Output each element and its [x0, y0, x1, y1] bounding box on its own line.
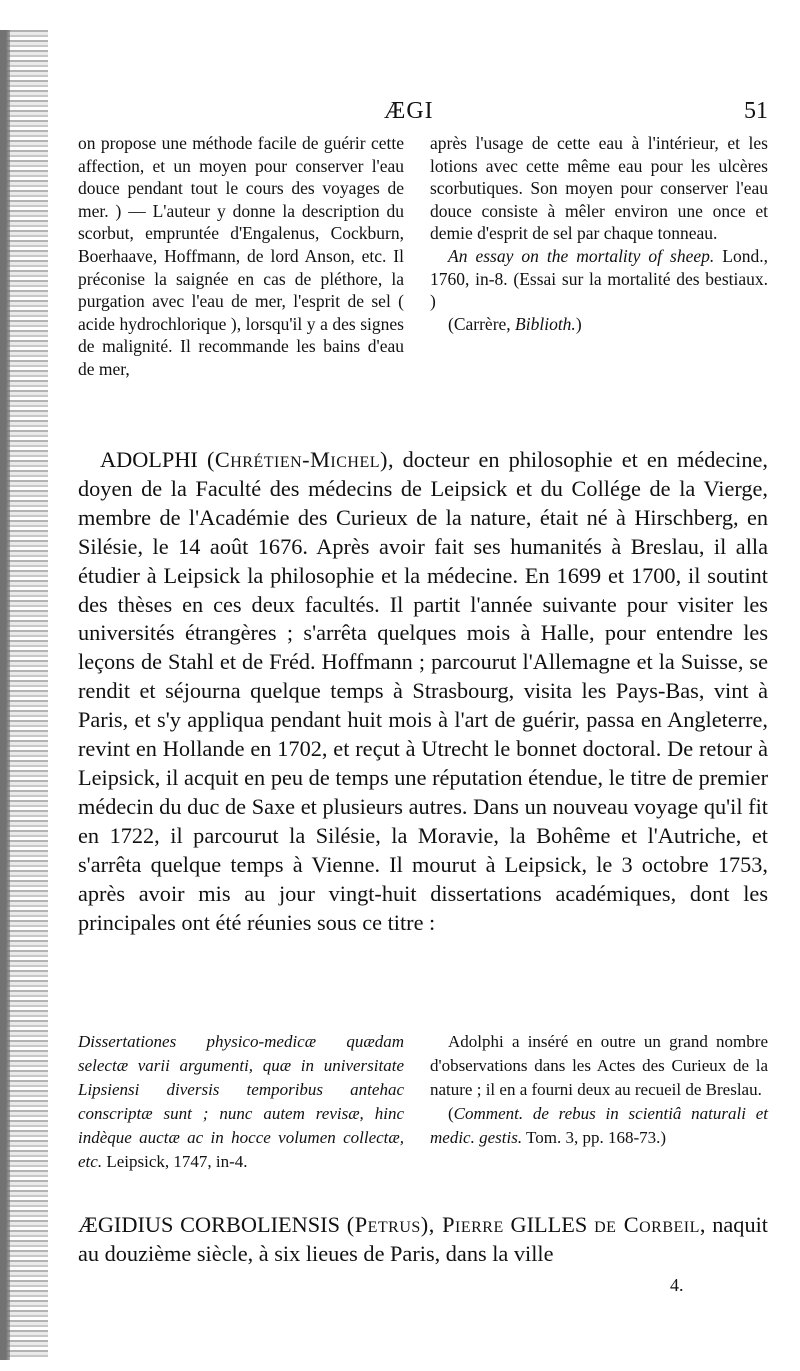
right-column [430, 132, 768, 335]
bib-right-column [430, 1030, 768, 1150]
entry-adolphi [78, 446, 768, 937]
bibliography-columns [78, 1030, 768, 1200]
citation-work: Biblioth. [515, 313, 576, 334]
entry2-given-names: (Petrus) [346, 1212, 429, 1237]
entry2-alt-name-3: de Corbeil [594, 1212, 700, 1237]
entry-body: , docteur en philosophie et en médecine, doyen de la Faculté des médecins de Leipsick et du Collége de la Vierge, membre de l'Académie des Curieux de la nature, était né à Hirschberg, en Silésie, le 14 août 1676. Après avoir fait ses humanités à Breslau, il alla étudier à Leipsick la philosophie et la médecine. En 1699 et 1700, il soutint des thèses en ces deux facultés. Il partit l'année suivante pour visiter les universités étrangères ; s'arrêta quelques mois à Halle, pour entendre les leçons de Stahl et de Fréd. Hoffmann ; parcourut l'Allemagne et la Suisse, se rendit et séjourna quelque temps à Strasbourg, visita les Pays-Bas, vint à Paris, et s'y appliqua pendant huit mois à l'art de guérir, passa en Angleterre, revint en Hollande en 1702, et reçut à Utrecht le bonnet doctoral. De retour à Leipsick, il acquit en peu de temps une réputation étendue, le titre de premier médecin du duc de Saxe et plusieurs autres. Dans un nouveau voyage qu'il fit en 1722, il parcourut la Silésie, la Moravie, la Bohême et l'Autriche, et s'arrêta quelque temps à Vienne. Il mourut à Leipsick, le 3 octobre 1753, après avoir mis au jour vingt-huit dissertations académiques, dont les principales ont été réunies sous ce titre : [78, 447, 769, 935]
right-column-paragraph: après l'usage de cette eau à l'intérieur, et les lotions avec cette même eau pour les ulcères scorbutiques. Son moyen pour conserver l'eau douce consiste à mêler environ une once et demie d'esprit de sel par chaque tonneau. [430, 133, 768, 244]
signature-mark: 4. [670, 1275, 684, 1295]
bib-left-entry [78, 1030, 404, 1174]
citation-close: ) [575, 313, 582, 334]
page-header [78, 98, 768, 128]
left-column [78, 132, 404, 381]
entry-given-names: (Chrétien-Michel) [206, 447, 388, 472]
entry2-alt-name-1: , Pierre [428, 1212, 504, 1237]
bib-open-paren: ( [448, 1104, 454, 1123]
bib-left-column [78, 1030, 404, 1174]
source-citation [430, 313, 768, 336]
bib-citation-pages: Tom. 3, pp. 168-73.) [526, 1128, 667, 1147]
bib-citation-work: Comment. de rebus in scientiâ naturali et medic. gestis. [430, 1104, 768, 1147]
bib-imprint: Leipsick, 1747, in-4. [106, 1152, 248, 1171]
entry2-name: ÆGIDIUS CORBOLIENSIS [78, 1212, 340, 1237]
book-title: An essay on the mortality of sheep. [448, 245, 715, 266]
page-number: 51 [744, 98, 768, 124]
entry2-body: , naquit au douzième siècle, à six lieues de Paris, dans la ville [78, 1212, 768, 1266]
left-column-text: on propose une méthode facile de guérir cette affection, et un moyen pour conserver l'eau douce pendant tout le cours des voyages de mer. ) — L'auteur y donne la description du scorbut, empruntée d'Engalenus, Cockburn, Boerhaave, Hoffmann, de lord Anson, etc. Il préconise la saignée en cas de pléthore, la purgation avec l'eau de mer, l'esprit de sel ( acide hydrochlorique ), lorsqu'il y a des signes de malignité. Il recommande les bains d'eau de mer, [78, 133, 404, 379]
entry-adolphi-text [78, 446, 768, 937]
entry-name: ADOLPHI [100, 447, 198, 472]
entry2-alt-name-2: GILLES [503, 1212, 595, 1237]
bib-right-paragraph: Adolphi a inséré en outre un grand nombre d'observations dans les Actes des Curieux de la nature ; il en a fourni deux au recueil de Breslau. [430, 1032, 768, 1099]
entry-aegidius-text [78, 1210, 768, 1268]
bibliography-entry [430, 245, 768, 313]
entry-aegidius [78, 1210, 768, 1268]
running-title: ÆGI [384, 98, 434, 124]
bib-latin-title: Dissertationes physico-medicæ quædam selectæ varii argumenti, quæ in universitate Lipsiensi diversis temporibus antehac conscriptæ sunt ; nunc autem revisæ, hinc indèque auctæ ac in hocce volumen collectæ, etc. [78, 1032, 404, 1171]
top-two-columns [78, 132, 768, 444]
scanned-page-edge [0, 30, 48, 1360]
bib-right-citation [430, 1102, 768, 1150]
book-details: Lond., 1760, in-8. (Essai sur la mortalité des bestiaux. ) [430, 245, 768, 312]
citation-author: (Carrère, [448, 313, 511, 334]
